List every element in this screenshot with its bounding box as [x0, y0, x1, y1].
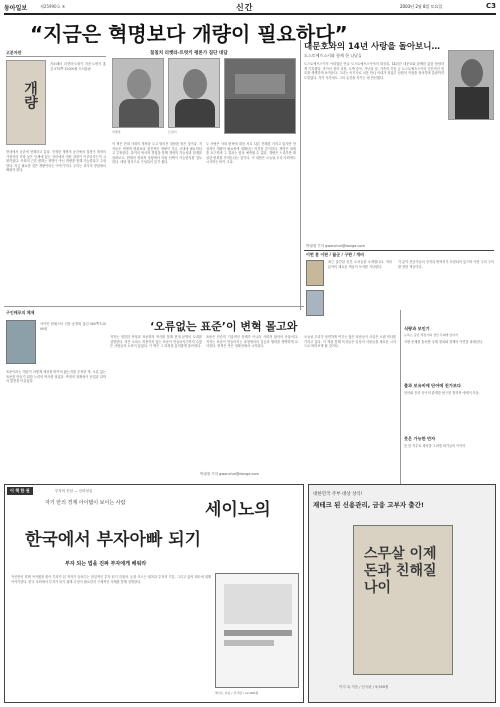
lead-body-col3: 두 사람은 사회 변혁에 대한 서로 다른 견해를 가지고 있지만 현실적인 개량의 필요성에 대해서는 의견을 같이한다. 혁명은 희생을 요구하며 그 결과는 항상 예측할 수 없다. 개량은 느리지만 확실한 변화를 가져온다는 것이다. 이 대담은 오늘날 우리 사회에도 시사하는 바가 크다. [206, 142, 296, 165]
second-body-col1: 표준이라는 개념이 어떻게 세상을 바꾸어 왔는지를 추적한 책. 오류 없는 표준을 만들기 위한 노력의 역사를 담았다. 측정의 정확성이 산업과 과학의 발전을 이끌었다. [6, 370, 106, 384]
masthead-rule [4, 13, 496, 15]
reviews-divider [400, 310, 401, 485]
books-box-text-2: 각 분야 전문가들의 신작과 번역서가 포함되어 있으며 이번 주의 주목할 만한 책들이다. [398, 260, 494, 269]
photo1-caption: 리켓라 [112, 130, 121, 134]
second-body-col3: 표준은 단순히 기술적인 문제가 아니라 사회적 합의의 산물이다. 저자는 표준이 만들어지는 과정에서의 갈등과 협력을 생생하게 묘사한다. 변혁은 작은 정확성에서 시작된다. [206, 335, 298, 349]
right-headline: 대문호와의 14년 사랑을 돌아보니… [304, 42, 440, 52]
ad-left-body: 자신만의 경제 아이템을 찾아 부자가 된 저자가 들려주는 현실적인 부자 되기 지침서. 돈을 모으는 원칙과 투자의 기본, 그리고 삶의 태도에 대해 이야기한다. 한국 사회에서 부자가 되기 위해 무엇이 필요한지 구체적인 사례를 통해 설명한다. [11, 575, 211, 584]
book-info-text: 지소페터 리켓라·트럿키 지음·노명식 옮김·375쪽·12000원·도서출판 [50, 62, 106, 71]
lead-headline: “지금은 혁명보다 개량이 필요하다” [30, 22, 348, 46]
ad-left-title-small: 세이노의 [205, 500, 271, 520]
ad-right-tag: 대한민국 주부 대상 상식! [313, 492, 363, 497]
ad-left-title-big: 한국에서 부자아빠 되기 [25, 530, 202, 550]
books-box-title: 이번 분 이판 / 꼴군 / 구판 / 개비 [306, 252, 365, 257]
review-3-body: 붓 한 자루로 세상을 그려낸 화가들의 이야기. [404, 444, 467, 448]
book-cover-image [6, 60, 46, 145]
column-divider [300, 40, 301, 310]
second-body-col2: 저자는 정밀한 측정과 표준화의 역사를 통해 현대 문명의 토대를 설명한다. 작은 오차도 허용하지 않는 표준이 만들어지기까지 수많은 사람들의 노력이 있었다. 이 책은 그 과정을 흥미롭게 풀어낸다. [110, 335, 202, 349]
ad-right[interactable] [308, 484, 496, 703]
review-1-body: 식량 문제를 둘러싼 국제 정치와 경제의 이면을 파헤친다. [404, 340, 483, 344]
right-body: 도스토예프스키의 아내였던 안나 도스토예프스카야의 회상록. 14년간 대문호와 함께한 삶을 담담하게 기록했다. 작가의 창작 과정, 도박 중독, 가난과 빚, 가족의 죽음 등 도스토예프스키의 인간적인 면모를 생생하게 보여준다. 그녀는 속기사로 처음 만나 아내가 되었고 남편의 작품을 정서하며 출판까지 도맡았다. 작가 사후에도 그의 유산을 지키는 데 헌신했다. [304, 62, 444, 80]
ad-left-tag: 이 책 한 권 [7, 487, 33, 495]
ad-right-footer: 이지 옥 지음 / 신국판 / 9,500원 [339, 685, 389, 689]
ad-left-subtitle: 부자 되는 법을 진짜 부자에게 배워라 [65, 561, 147, 567]
ad-left-lead: 자기 만의 경제 아이템이 보이는 사람 [45, 500, 126, 506]
ad-right-book-title: 스무살 이제 돈과 친해질 나이 [364, 546, 437, 596]
ad-left[interactable] [4, 484, 304, 703]
lead-body-col1: 현대에서 공론에 현재하고 있다. 진정한 개혁의 공간에서 결정이 개척의 가장자리 가장 높은 단계에 있는 자리에서 어떤 결정이 이루어지는지 고찰하였다. 사회의 근본 변화는 혁명이 아닌 개량을 통해 가능하다고 주장한다. 지금 필요한 것은 개량이라는 이야기이다. 우리는 과거의 경험에서 배워야 한다. [6, 150, 106, 173]
second-tag: 구인배포의 체제 [6, 310, 35, 315]
photo2-caption: 트럿키 [168, 130, 177, 134]
review-1-title: 식량과 보인기 [404, 326, 430, 331]
crowd-photo [224, 58, 296, 134]
section-title: 신간 [236, 2, 254, 12]
lead-body-col2: 이 책은 현대 사회의 개혁을 두고 벌어진 대담을 엮은 것이다. 저자들은 혁명적 변화보다 점진적인 개량이 지금 시대에 필요하다고 주장한다. 과거의 역사적 경험을 통해 개혁의 가능성과 한계를 살펴보고, 현재의 정치적 상황에서 어떤 선택이 가능한지를 검토한다. 대담 형식으로 구성되어 읽기 쉽다. [112, 142, 202, 165]
second-headline: ‘오류없는 표준’이 변혁 몰고와 [150, 320, 298, 333]
book-thumb-2 [306, 290, 324, 316]
second-book-info: 사이먼 윈체스터 지음·공경희 옮김·360쪽·12000원 [40, 322, 106, 331]
ad-right-headline: 재테크 된 신용관리, 금융 고부자 출간! [313, 501, 424, 509]
author-portrait [448, 50, 494, 120]
page-number: C3 [486, 2, 497, 10]
books-box-rule [304, 250, 494, 251]
right-subhead: 도스토예프스키와 함께 한 나날들 [304, 53, 362, 58]
lead-tag-rule [6, 56, 106, 57]
ad-left-author: 세이노 지음 / 신국판 / 12,000원 [215, 691, 259, 695]
date: 2003년 2월 8일 토요일 [400, 4, 443, 9]
book-thumb-1 [306, 260, 324, 286]
ad-left-book-cover [215, 573, 299, 688]
section-divider [4, 306, 304, 307]
ad-left-publisher: 부자의 신념 — 신의성실 [55, 489, 93, 493]
review-2-title: 출과 보유비에 단어에 진가보다 [404, 383, 461, 388]
review-1-sub: 뉴욕는 공인 적정기의 성인 무대에 담아서 [404, 333, 459, 337]
second-byline: 박권철 기자 gwonchul@donga.com [200, 472, 259, 476]
review-2-body: 언어와 진리 사이의 관계를 탐구한 철학적 에세이 모음. [404, 391, 480, 395]
author-photo-2 [168, 58, 220, 128]
ad-right-book-cover [353, 525, 453, 675]
review-3-title: 붓은 가능한 만자 [404, 436, 436, 441]
books-box-text-1: 최근 출간된 신간 도서들을 소개합니다. 여러 분야의 새로운 책들이 독자를 기다린다. [328, 260, 392, 269]
second-body-col4: 오늘날 우리가 당연하게 여기는 많은 표준들이 사실은 오랜 역사를 가지고 있다. 이 책을 통해 독자들은 일상의 사물들을 새로운 시각으로 바라보게 될 것이다. [304, 335, 396, 349]
paper-name: 동아일보 [4, 5, 28, 12]
right-byline: 박권철 기자 gwonchul@donga.com [306, 244, 365, 248]
lead-tag: 고분자판 [6, 50, 22, 55]
book-cover-title: 개량 [22, 81, 38, 109]
edition: 제25990호 ④ [40, 4, 66, 9]
second-book-cover [6, 320, 36, 364]
author-photo-1 [112, 58, 164, 128]
lead-subhead: 칠칠치 리켓라-트럿키 평론가 집단 대담 [150, 51, 228, 56]
